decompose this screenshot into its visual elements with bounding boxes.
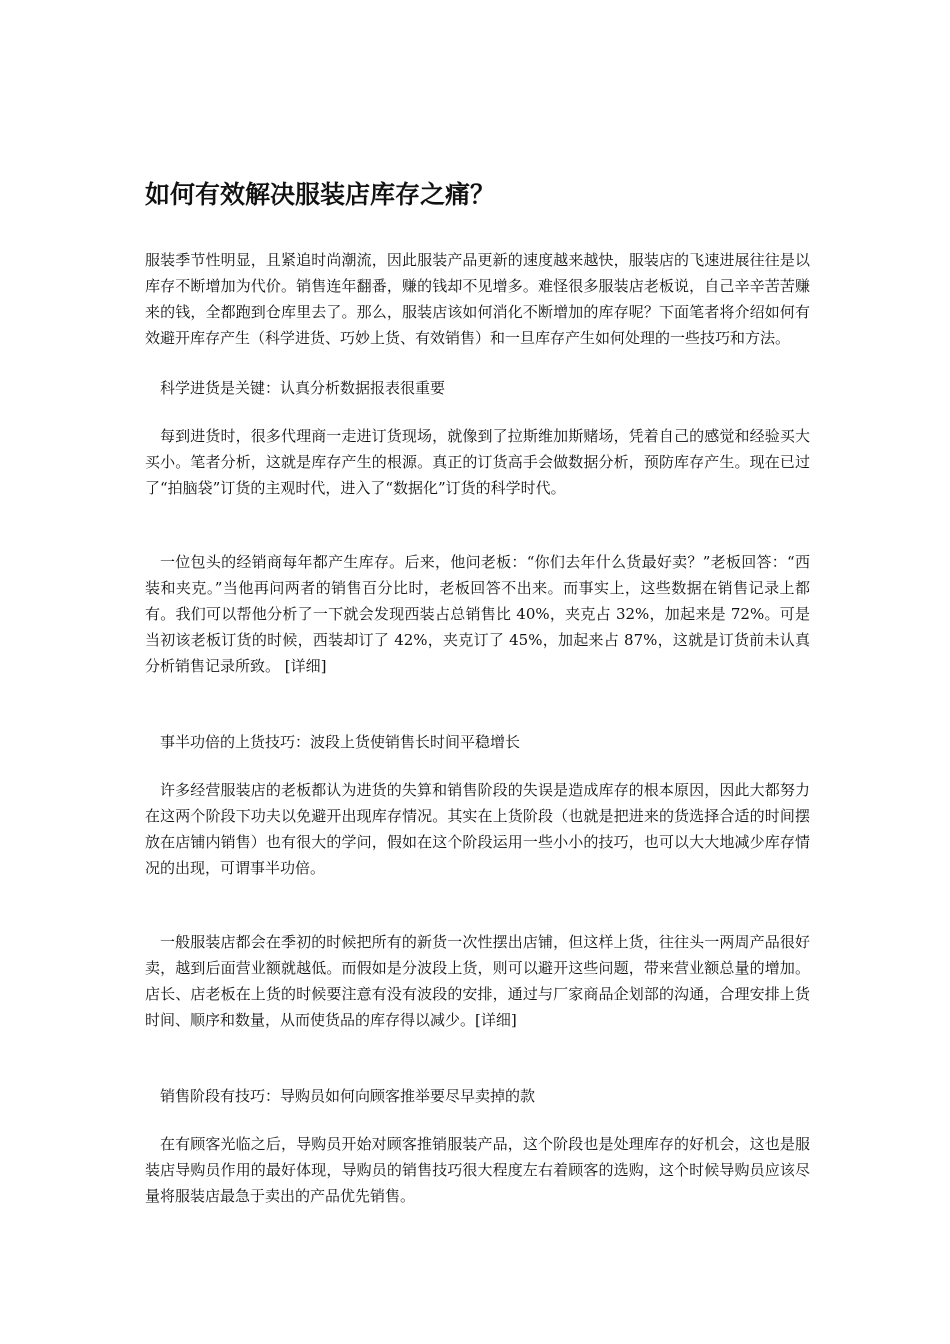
section-heading-purchasing: 科学进货是关键：认真分析数据报表很重要 xyxy=(160,379,446,397)
spacer xyxy=(145,501,810,549)
spacer xyxy=(145,679,810,729)
section3-paragraph-1: 在有顾客光临之后，导购员开始对顾客推销服装产品，这个阶段也是处理库存的好机会，这也是服装店导购员作用的最好体现，导购员的销售技巧很大程度左右着顾客的选购，这个时候导购员应该尽量将服装店最急于卖出的产品优先销售。 xyxy=(145,1135,810,1205)
spacer xyxy=(145,401,810,423)
section2-paragraph-2-text: 一般服装店都会在季初的时候把所有的新货一次性摆出店铺，但这样上货，往往头一两周产品很好卖，越到后面营业额就越低。而假如是分波段上货，则可以避开这些问题，带来营业额总量的增加。店长、店老板在上货的时候要注意有没有波段的安排，通过与厂家商品企划部的沟通，合理安排上货时间、顺序和数量，从而使货品的库存得以减少。 xyxy=(145,933,810,1029)
section2-paragraph-2 xyxy=(145,929,810,1033)
document-body xyxy=(145,178,810,1209)
section-heading-selling: 销售阶段有技巧：导购员如何向顾客推举要尽早卖掉的款 xyxy=(160,1087,536,1105)
spacer xyxy=(145,881,810,929)
section2-paragraph-1: 许多经营服装店的老板都认为进货的失算和销售阶段的失误是造成库存的根本原因，因此大都努力在这两个阶段下功夫以免避开出现库存情况。其实在上货阶段（也就是把进来的货选择合适的时间摆放在店铺内销售）也有很大的学问，假如在这个阶段运用一些小小的技巧，也可以大大地减少库存情况的出现，可谓事半功倍。 xyxy=(145,781,810,877)
section-heading-stocking: 事半功倍的上货技巧：波段上货使销售长时间平稳增长 xyxy=(160,733,521,751)
detail-link[interactable]: [详细] xyxy=(475,1011,517,1029)
spacer xyxy=(145,1033,810,1083)
document-title: 如何有效解决服装店库存之痛？ xyxy=(145,180,496,209)
section1-paragraph-1: 每到进货时，很多代理商一走进订货现场，就像到了拉斯维加斯赌场，凭着自己的感觉和经验买大买小。笔者分析，这就是库存产生的根源。真正的订货高手会做数据分析，预防库存产生。现在已过了“拍脑袋”订货的主观时代，进入了“数据化”订货的科学时代。 xyxy=(145,427,810,497)
section1-paragraph-2 xyxy=(145,549,810,679)
spacer xyxy=(145,1109,810,1131)
spacer xyxy=(145,755,810,777)
section1-paragraph-2-text: 一位包头的经销商每年都产生库存。后来，他问老板：“你们去年什么货最好卖？”老板回答：“西装和夹克。”当他再问两者的销售百分比时，老板回答不出来。而事实上，这些数据在销售记录上都有。我们可以帮他分析了一下就会发现西装占总销售比 40%，夹克占 32%，加起来是 72%。可是当初该老板订货的时候，西装却订了 42%，夹克订了 45%，加起来占 87%，这就是订货前未认真分析销售记录所致。 xyxy=(145,553,810,675)
spacer xyxy=(145,351,810,375)
intro-paragraph: 服装季节性明显，且紧追时尚潮流，因此服装产品更新的速度越来越快，服装店的飞速进展往往是以库存不断增加为代价。销售连年翻番，赚的钱却不见增多。难怪很多服装店老板说，自己辛辛苦苦赚来的钱，全都跑到仓库里去了。那么，服装店该如何消化不断增加的库存呢？下面笔者将介绍如何有效避开库存产生（科学进货、巧妙上货、有效销售）和一旦库存产生如何处理的一些技巧和方法。 xyxy=(145,251,810,347)
detail-link[interactable]: [详细] xyxy=(284,657,327,675)
